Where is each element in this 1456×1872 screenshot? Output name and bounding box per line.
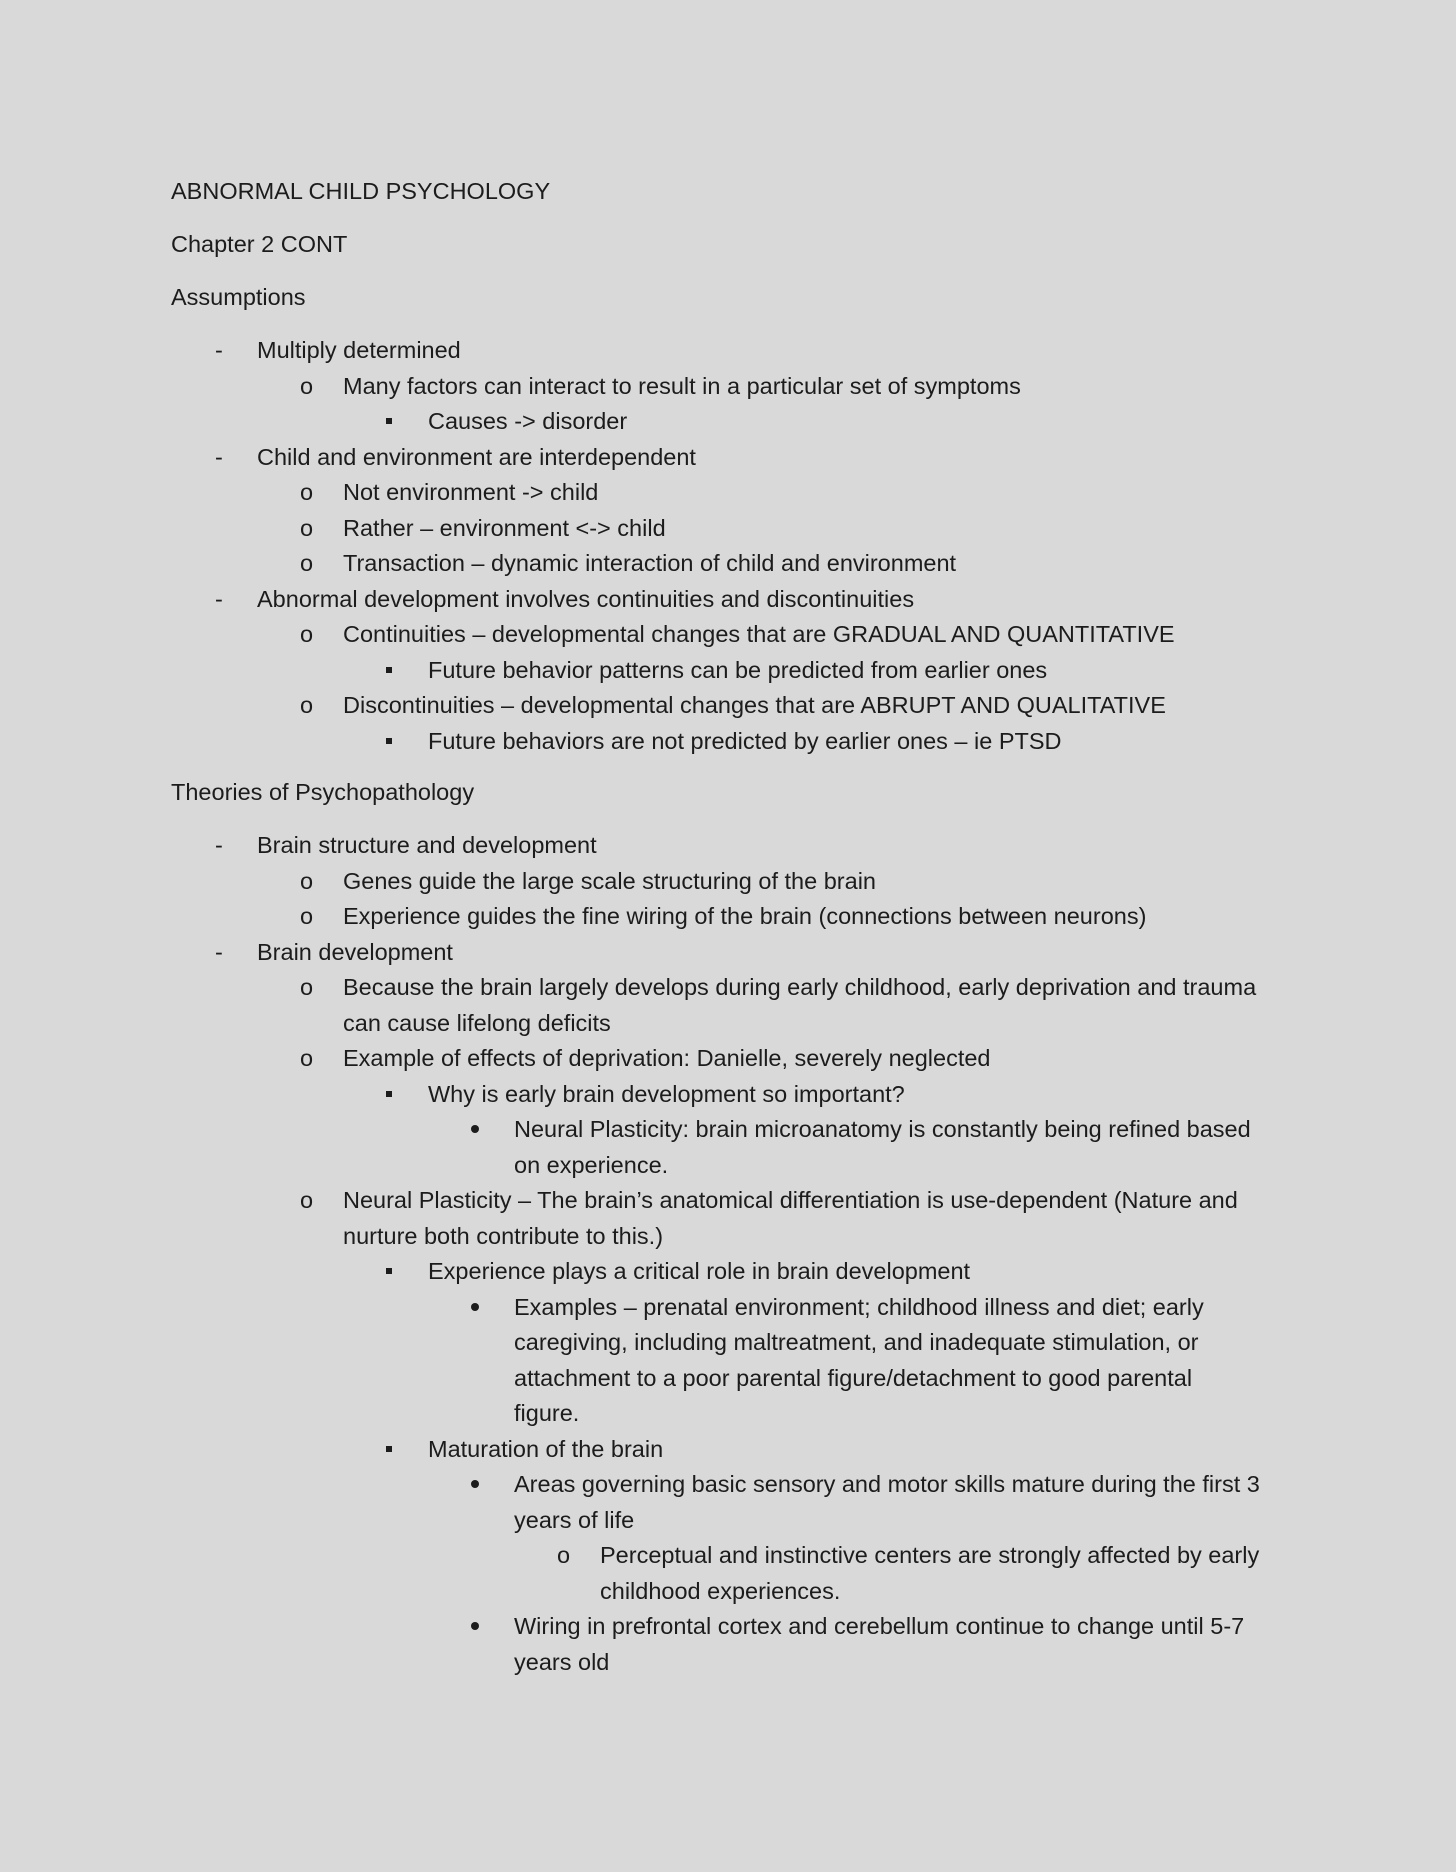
list-item-line xyxy=(171,1219,1291,1255)
list-item-text: Rather – environment <-> child xyxy=(343,514,666,541)
list-item-line xyxy=(171,970,1291,1006)
list-item-text: Many factors can interact to result in a particular set of symptoms xyxy=(343,372,1021,399)
list-item xyxy=(171,582,1291,618)
list-item xyxy=(171,1432,1291,1468)
list-item-line xyxy=(171,546,1291,582)
list-item xyxy=(171,1183,1291,1254)
list-item-text: Brain development xyxy=(257,938,453,965)
circle-bullet-icon xyxy=(300,1041,313,1077)
list-item-line xyxy=(171,1077,1291,1113)
circle-bullet-icon xyxy=(557,1538,570,1574)
circle-bullet-icon xyxy=(300,899,313,935)
circle-bullet-icon xyxy=(300,970,313,1006)
list-item-line xyxy=(171,1432,1291,1468)
list-item xyxy=(171,475,1291,511)
circle-bullet-icon xyxy=(300,511,313,547)
square-bullet-icon xyxy=(386,1254,392,1290)
list-item-line xyxy=(171,1148,1291,1184)
list-item xyxy=(171,653,1291,689)
list-item xyxy=(171,1290,1291,1432)
list-item-line xyxy=(171,1467,1291,1503)
dot-bullet-icon xyxy=(471,1290,479,1326)
list-item xyxy=(171,333,1291,369)
list-item-line xyxy=(171,1325,1291,1361)
circle-bullet-icon xyxy=(300,369,313,405)
theories-list xyxy=(171,828,1291,1680)
square-bullet-icon xyxy=(386,653,392,689)
square-bullet-icon xyxy=(386,1432,392,1468)
circle-bullet-icon xyxy=(300,617,313,653)
list-item-text: nurture both contribute to this.) xyxy=(343,1222,664,1249)
list-item-text: Areas governing basic sensory and motor skills mature during the first 3 xyxy=(514,1471,1260,1497)
document-title: ABNORMAL CHILD PSYCHOLOGY xyxy=(171,178,551,204)
circle-bullet-icon xyxy=(300,688,313,724)
list-item xyxy=(171,617,1291,653)
document-body xyxy=(171,174,1291,1696)
list-item-text: Future behaviors are not predicted by earlier ones – ie PTSD xyxy=(428,727,1062,754)
list-item-text: caregiving, including maltreatment, and inadequate stimulation, or xyxy=(514,1329,1199,1355)
list-item-text: Genes guide the large scale structuring of the brain xyxy=(343,867,876,894)
list-item-text: Perceptual and instinctive centers are strongly affected by early xyxy=(600,1542,1260,1568)
list-item-text: Brain structure and development xyxy=(257,832,597,858)
list-item xyxy=(171,1538,1291,1609)
list-item-line xyxy=(171,1041,1291,1077)
list-item-line xyxy=(171,1290,1291,1326)
list-item-line xyxy=(171,1112,1291,1148)
list-item xyxy=(171,935,1291,971)
dash-bullet-icon xyxy=(215,935,223,971)
list-item xyxy=(171,440,1291,476)
list-item-line xyxy=(171,1006,1291,1042)
list-item xyxy=(171,1467,1291,1538)
circle-bullet-icon xyxy=(300,475,313,511)
list-item-text: figure. xyxy=(514,1400,580,1426)
list-item xyxy=(171,724,1291,760)
list-item-text: childhood experiences. xyxy=(600,1577,841,1604)
list-item-text: Neural Plasticity – The brain’s anatomical differentiation is use-dependent (Nature and xyxy=(343,1187,1238,1213)
list-item-line xyxy=(171,1538,1291,1574)
list-item xyxy=(171,369,1291,405)
square-bullet-icon xyxy=(386,404,392,440)
list-item-line xyxy=(171,1609,1291,1645)
dash-bullet-icon xyxy=(215,440,223,476)
list-item-line xyxy=(171,582,1291,618)
list-item-line xyxy=(171,475,1291,511)
list-item-text: Transaction – dynamic interaction of child and environment xyxy=(343,550,957,576)
list-item xyxy=(171,404,1291,440)
list-item-line xyxy=(171,511,1291,547)
list-item-line xyxy=(171,935,1291,971)
list-item-text: Because the brain largely develops during early childhood, early deprivation and trauma xyxy=(343,974,1257,1000)
list-item-line xyxy=(171,1503,1291,1539)
list-item-line xyxy=(171,1396,1291,1432)
list-item-line xyxy=(171,369,1291,405)
dash-bullet-icon xyxy=(215,828,223,864)
list-item-line xyxy=(171,688,1291,724)
list-item xyxy=(171,1609,1291,1680)
list-item-text: Neural Plasticity: brain microanatomy is constantly being refined based xyxy=(514,1116,1251,1142)
list-item-line xyxy=(171,899,1291,935)
list-item xyxy=(171,1112,1291,1183)
list-item-line xyxy=(171,617,1291,653)
list-item xyxy=(171,899,1291,935)
list-item-line xyxy=(171,653,1291,689)
dot-bullet-icon xyxy=(471,1609,479,1645)
list-item-line xyxy=(171,404,1291,440)
list-item-text: Why is early brain development so important? xyxy=(428,1080,905,1107)
list-item-text: Maturation of the brain xyxy=(428,1435,664,1462)
list-item xyxy=(171,1077,1291,1113)
dash-bullet-icon xyxy=(215,582,223,618)
list-item-line xyxy=(171,828,1291,864)
list-item-text: Multiply determined xyxy=(257,337,461,363)
list-item-text: years old xyxy=(514,1648,610,1675)
section-heading-theories: Theories of Psychopathology xyxy=(171,779,475,805)
list-item-line xyxy=(171,864,1291,900)
list-item xyxy=(171,688,1291,724)
list-item-text: on experience. xyxy=(514,1151,669,1178)
list-item xyxy=(171,1041,1291,1077)
list-item-line xyxy=(171,333,1291,369)
chapter-label: Chapter 2 CONT xyxy=(171,231,348,257)
list-item-text: Discontinuities – developmental changes that are ABRUPT AND QUALITATIVE xyxy=(343,692,1166,718)
list-item-line xyxy=(171,1183,1291,1219)
list-item-text: Future behavior patterns can be predicted from earlier ones xyxy=(428,656,1048,683)
square-bullet-icon xyxy=(386,724,392,760)
list-item-text: Causes -> disorder xyxy=(428,408,628,434)
list-item xyxy=(171,970,1291,1041)
dot-bullet-icon xyxy=(471,1112,479,1148)
list-item-text: years of life xyxy=(514,1506,635,1533)
list-item-text: Continuities – developmental changes that are GRADUAL AND QUANTITATIVE xyxy=(343,621,1175,647)
list-item-line xyxy=(171,724,1291,760)
list-item-text: attachment to a poor parental figure/detachment to good parental xyxy=(514,1364,1193,1391)
dot-bullet-icon xyxy=(471,1467,479,1503)
list-item-text: Not environment -> child xyxy=(343,479,599,505)
list-item-text: Child and environment are interdependent xyxy=(257,443,696,470)
list-item-line xyxy=(171,1645,1291,1681)
list-item-line xyxy=(171,1254,1291,1290)
list-item-line xyxy=(171,440,1291,476)
list-item-text: Wiring in prefrontal cortex and cerebellum continue to change until 5-7 xyxy=(514,1613,1245,1639)
circle-bullet-icon xyxy=(300,864,313,900)
circle-bullet-icon xyxy=(300,1183,313,1219)
list-item-text: Experience guides the fine wiring of the brain (connections between neurons) xyxy=(343,903,1147,929)
list-item xyxy=(171,1254,1291,1290)
list-item-text: can cause lifelong deficits xyxy=(343,1009,611,1036)
dash-bullet-icon xyxy=(215,333,223,369)
assumptions-list xyxy=(171,333,1291,759)
list-item-text: Abnormal development involves continuities and discontinuities xyxy=(257,585,915,612)
list-item-text: Experience plays a critical role in brain development xyxy=(428,1258,971,1284)
list-item xyxy=(171,828,1291,864)
list-item-text: Examples – prenatal environment; childhood illness and diet; early xyxy=(514,1293,1204,1320)
list-item-line xyxy=(171,1361,1291,1397)
section-heading-assumptions: Assumptions xyxy=(171,284,306,310)
list-item xyxy=(171,511,1291,547)
circle-bullet-icon xyxy=(300,546,313,582)
square-bullet-icon xyxy=(386,1077,392,1113)
list-item xyxy=(171,864,1291,900)
list-item-text: Example of effects of deprivation: Danielle, severely neglected xyxy=(343,1045,991,1071)
list-item xyxy=(171,546,1291,582)
list-item-line xyxy=(171,1574,1291,1610)
